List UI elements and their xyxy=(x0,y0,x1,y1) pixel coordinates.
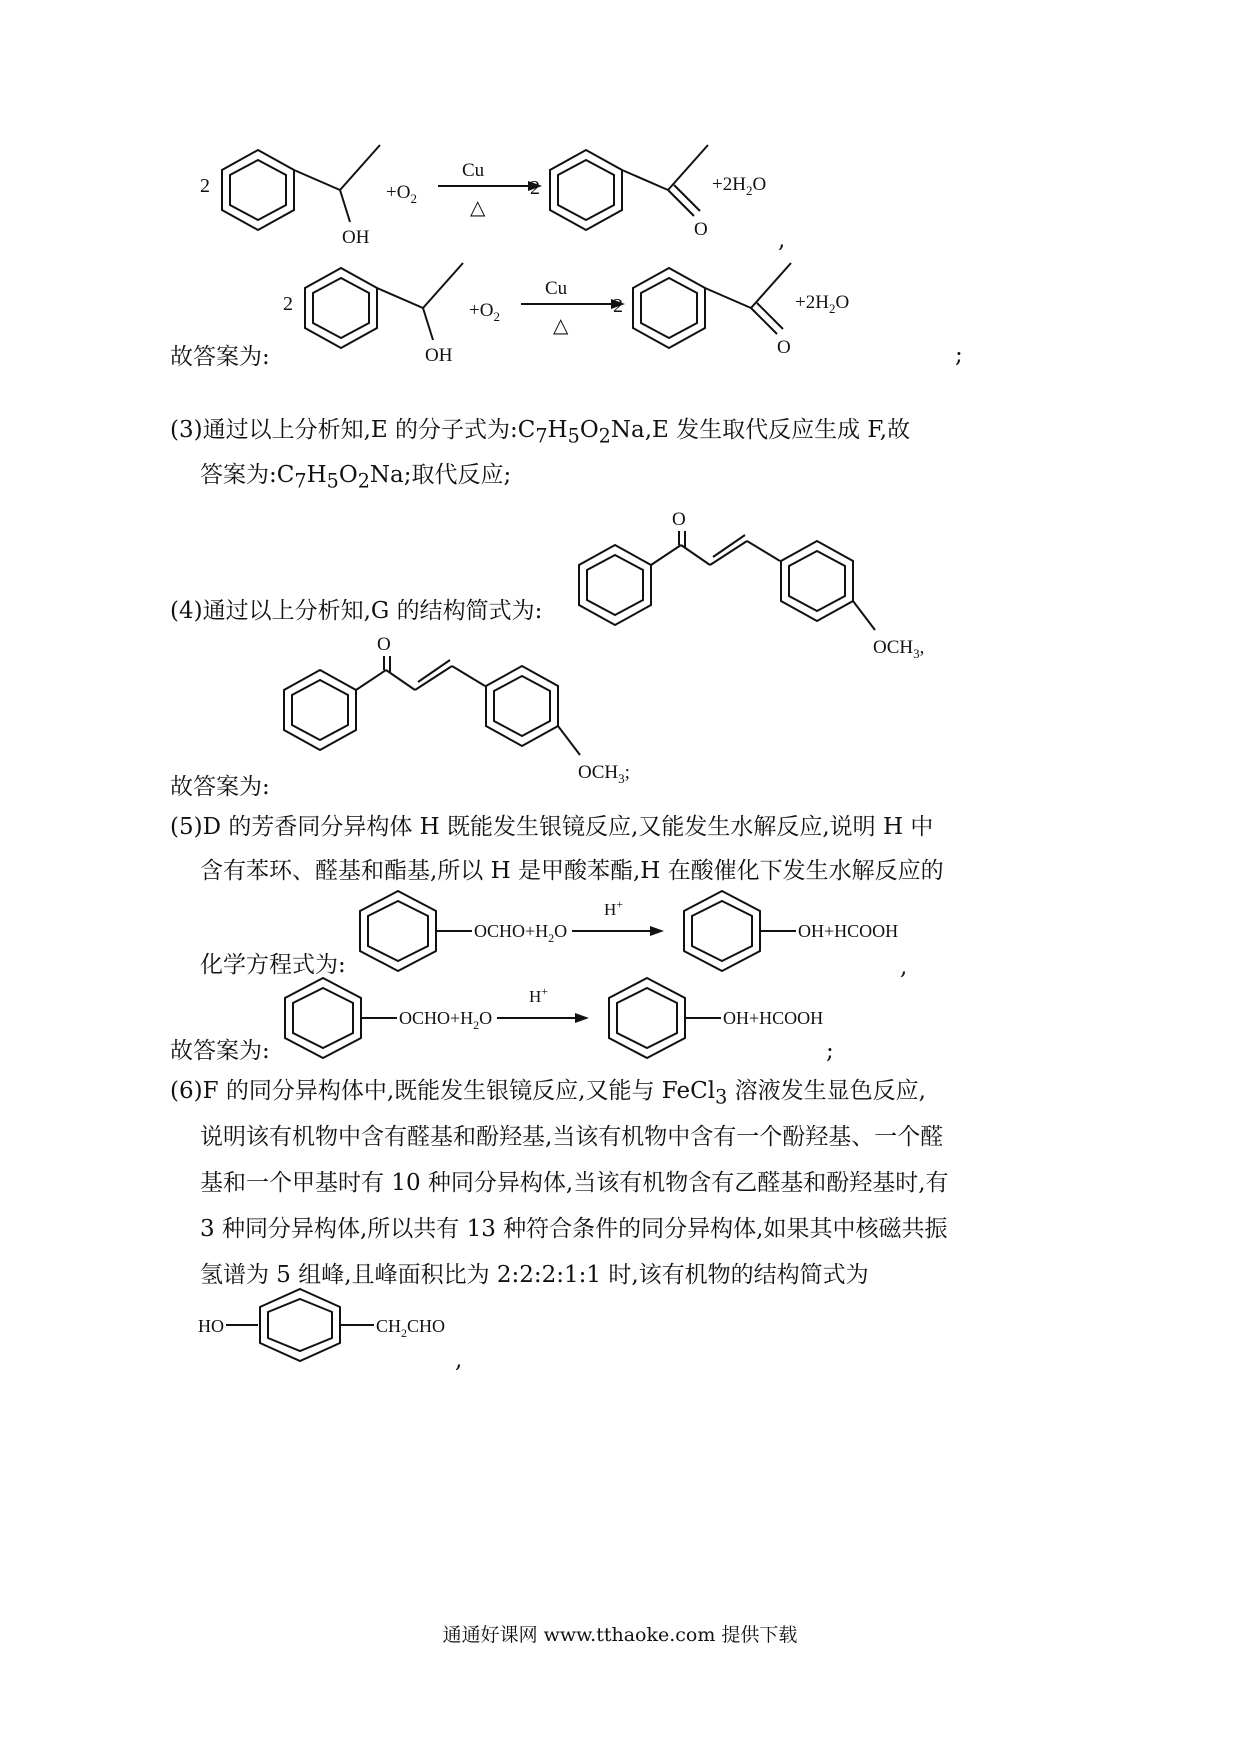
svg-text:OH+HCOOH: OH+HCOOH xyxy=(798,921,899,941)
q3-line2: 答案为$:C_7H_5O_2Na$;取代反应; xyxy=(200,462,512,493)
svg-text:O: O xyxy=(777,337,791,358)
q4-line: (4)通过以上分析知,G 的结构简式为: xyxy=(170,598,543,624)
svg-text:2: 2 xyxy=(530,177,540,199)
svg-text:OCHO+H2O: $OCHO+H_2O$ xyxy=(474,921,568,945)
svg-text:OH+HCOOH: OH+HCOOH xyxy=(723,1008,824,1028)
q6-line4: 3 种同分异构体,所以共有 13 种符合条件的同分异构体,如果其中核磁共振 xyxy=(200,1216,948,1242)
svg-text:+O2: $+O_2$ xyxy=(469,300,500,324)
oxidation-reaction-2 xyxy=(283,258,883,388)
svg-text:CH2CHO: $CH_2CHO$ xyxy=(376,1316,446,1340)
hydrolysis-reaction-1 xyxy=(350,885,910,980)
svg-text:OCH3;: $OCH_3$; xyxy=(578,762,630,786)
svg-text:+2H2O: $+2H_2O$ xyxy=(795,292,850,316)
benzene-ring xyxy=(550,150,622,230)
svg-text:OH: OH xyxy=(425,345,453,366)
q5-line2: 含有苯环、醛基和酯基,所以 H 是甲酸苯酯,H 在酸催化下发生水解反应的 xyxy=(200,858,944,884)
svg-text:O: O xyxy=(694,219,708,240)
svg-text:O: O xyxy=(672,509,686,530)
answer-label: 故答案为: xyxy=(170,1038,270,1064)
svg-text:H+: H+ xyxy=(604,897,624,919)
q6-line3: 基和一个甲基时有 10 种同分异构体,当该有机物含有乙醛基和酚羟基时,有 xyxy=(200,1170,949,1196)
q5-line1: (5)D 的芳香同分异构体 H 既能发生银镜反应,又能发生水解反应,说明 H 中 xyxy=(170,814,934,840)
svg-text:OCHO+H2O: $OCHO+H_2O$ xyxy=(399,1008,493,1032)
svg-text:H+: H+ xyxy=(529,984,549,1006)
compound-g-structure-2 xyxy=(280,630,660,810)
svg-text:HO: HO xyxy=(198,1316,224,1336)
benzene-ring xyxy=(222,150,294,230)
svg-text:△: △ xyxy=(553,315,569,337)
separator-semicolon: ; xyxy=(955,342,963,368)
hydrolysis-reaction-2 xyxy=(275,972,835,1067)
separator-comma: , xyxy=(778,227,786,253)
separator-comma: , xyxy=(900,954,908,980)
page-footer: 通通好课网 www.tthaoke.com 提供下载 xyxy=(442,1624,798,1646)
svg-text:+2H2O: $+2H_2O$ xyxy=(712,174,767,198)
catalyst-label: Cu xyxy=(462,160,485,181)
answer-label: 故答案为: xyxy=(170,774,270,800)
q6-line1: (6)F 的同分异构体中,既能发生银镜反应,又能与 FeCl$_3$ 溶液发生显色反应, xyxy=(170,1078,926,1109)
hydroxyl-label: OH xyxy=(342,227,370,248)
svg-text:+O2: $+O_2$ xyxy=(386,182,417,206)
heat-symbol: △ xyxy=(470,197,486,219)
separator-comma: , xyxy=(455,1347,463,1373)
oxidation-reaction-1 xyxy=(200,140,800,270)
svg-text:2: 2 xyxy=(613,295,623,317)
hydroxyphenylacetaldehyde-structure xyxy=(198,1285,498,1375)
svg-text:OCH3,: $OCH_3$, xyxy=(873,637,925,661)
q6-line5: 氢谱为 5 组峰,且峰面积比为 2:2:2:1:1 时,该有机物的结构简式为 xyxy=(200,1262,869,1288)
svg-text:2: 2 xyxy=(283,293,293,315)
q5-line3: 化学方程式为: xyxy=(200,952,346,978)
answer-label: 故答案为: xyxy=(170,344,270,370)
q3-line1: (3)通过以上分析知,E 的分子式为$:C_7H_5O_2Na,E$ 发生取代反应生成 F,故 xyxy=(170,417,911,448)
svg-text:Cu: Cu xyxy=(545,278,568,299)
svg-text:O: O xyxy=(377,634,391,655)
coefficient: 2 xyxy=(200,175,210,197)
q6-line2: 说明该有机物中含有醛基和酚羟基,当该有机物中含有一个酚羟基、一个醛 xyxy=(200,1124,944,1150)
separator-semicolon: ; xyxy=(826,1038,834,1064)
